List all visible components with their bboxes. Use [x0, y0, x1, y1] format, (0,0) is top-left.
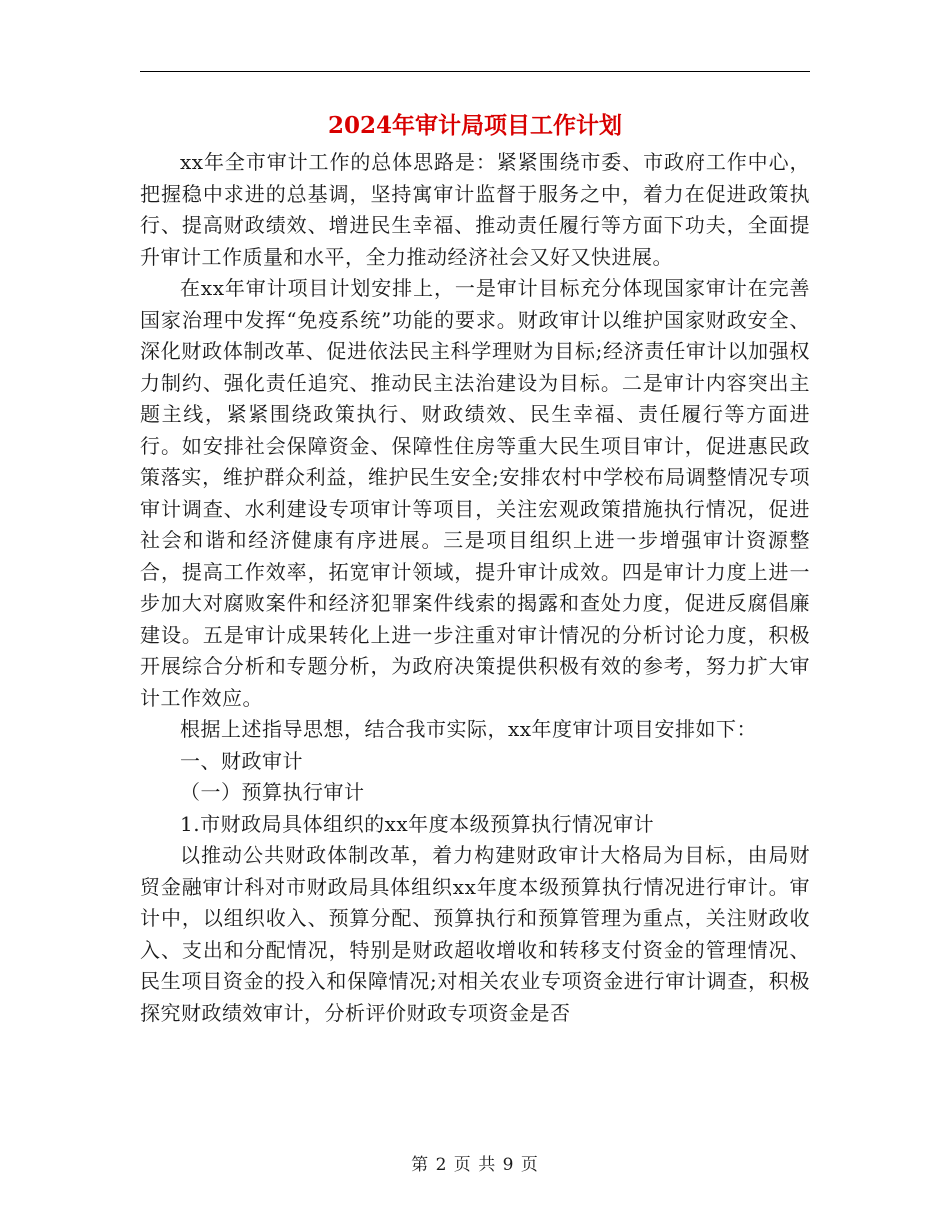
subsection-heading-budget-execution: （一）预算执行审计: [180, 780, 365, 804]
page-number: 第 2 页 共 9 页: [411, 1155, 539, 1175]
header-rule: [140, 71, 810, 72]
paragraph-plan-arrangement: 在xx年审计项目计划安排上，一是审计目标充分体现国家审计在完善国家治理中发挥“免疫系统”功能的要求。财政审计以维护国家财政安全、深化财政体制改革、促进依法民主科学理财为目标;经济责任审计以加强权力制约、强化责任追究、推动民主法治建设为目标。二是审计内容突出主题主线，紧紧围绕政策执行、财政绩效、民生幸福、责任履行等方面进行。如安排社会保障资金、保障性住房等重大民生项目审计，促进惠民政策落实，维护群众利益，维护民生安全;安排农村中学校布局调整情况专项审计调查、水利建设专项审计等项目，关注宏观政策措施执行情况，促进社会和谐和经济健康有序进展。三是项目组织上进一步增强审计资源整合，提高工作效率，拓宽审计领域，提升审计成效。四是审计力度上进一步加大对腐败案件和经济犯罪案件线索的揭露和查处力度，促进反腐倡廉建设。五是审计成果转化上进一步注重对审计情况的分析讨论力度，积极开展综合分析和专题分析，为政府决策提供积极有效的参考，努力扩大审计工作效应。: [140, 276, 810, 710]
paragraph-arrangement-intro: 根据上述指导思想，结合我市实际，xx年度审计项目安排如下：: [180, 717, 758, 741]
paragraph-budget-audit-detail: 以推动公共财政体制改革，着力构建财政审计大格局为目标，由局财贸金融审计科对市财政局具体组织xx年度本级预算执行情况进行审计。审计中，以组织收入、预算分配、预算执行和预算管理为重点，关注财政收入、支出和分配情况，特别是财政超收增收和转移支付资金的管理情况、民生项目资金的投入和保障情况;对相关农业专项资金进行审计调查，积极探究财政绩效审计，分析评价财政专项资金是否: [140, 843, 810, 1025]
item-heading-budget-audit: 1.市财政局具体组织的xx年度本级预算执行情况审计: [180, 811, 655, 836]
document-title: 2024年审计局项目工作计划: [327, 112, 622, 139]
document-body: [140, 147, 810, 1029]
section-heading-fiscal-audit: 一、财政审计: [180, 748, 303, 773]
paragraph-overall-approach: xx年全市审计工作的总体思路是：紧紧围绕市委、市政府工作中心，把握稳中求进的总基调，坚持寓审计监督于服务之中，着力在促进政策执行、提高财政绩效、增进民生幸福、推动责任履行等方面下功夫，全面提升审计工作质量和水平，全力推动经济社会又好又快进展。: [140, 150, 810, 269]
